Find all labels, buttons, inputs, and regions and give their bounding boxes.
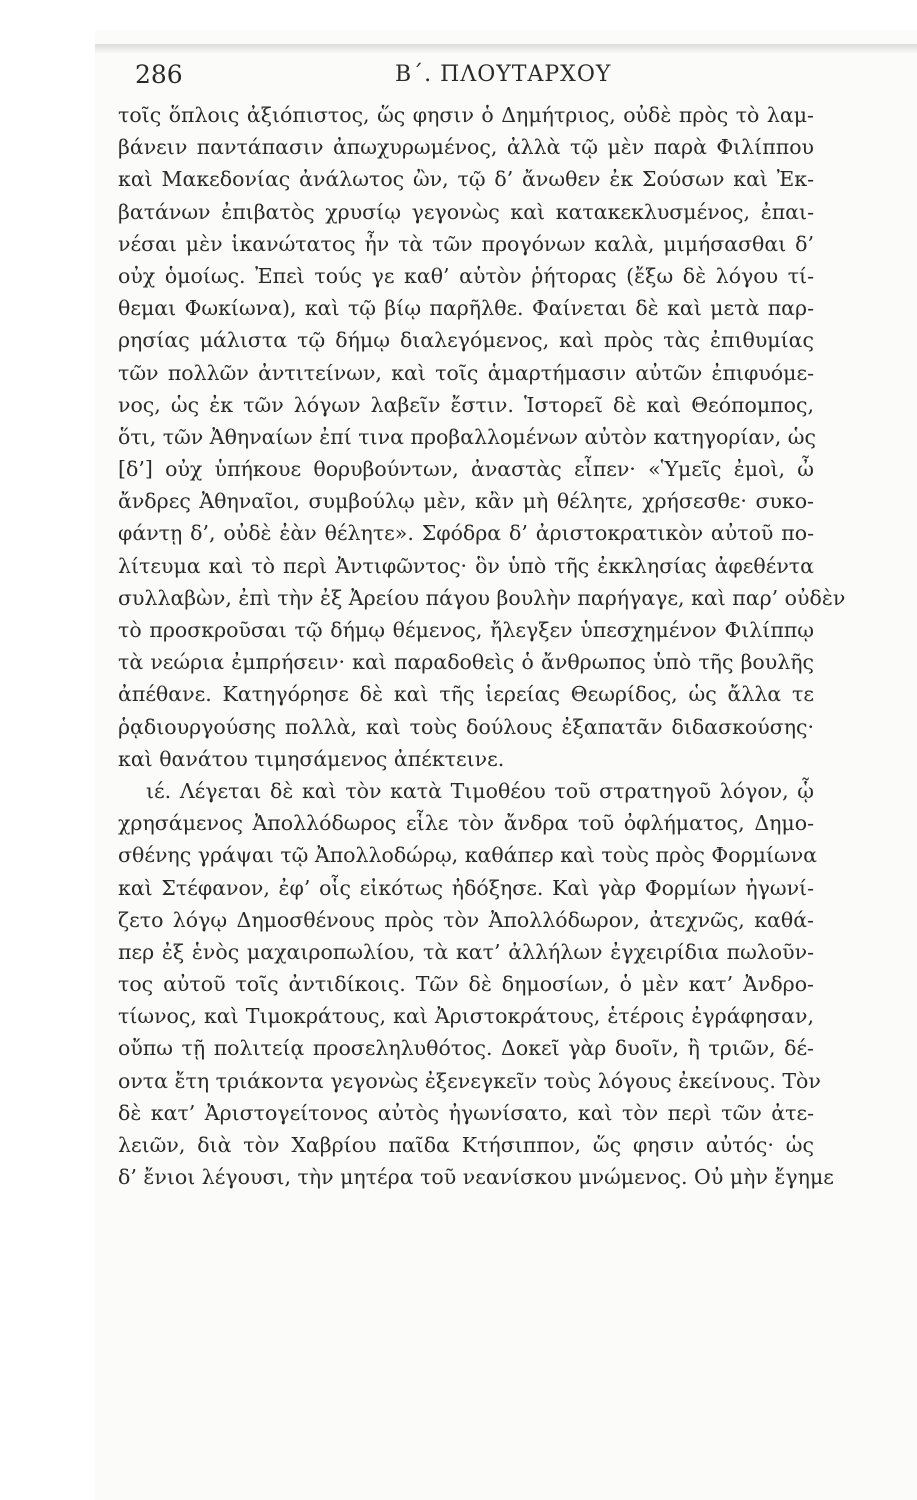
text-line: τοῖς ὅπλοις ἀξιόπιστος, ὥς φησιν ὁ Δημήτριος, οὐδὲ πρὸς τὸ λαμ-: [118, 103, 814, 127]
text-line: λειῶν, διὰ τὸν Χαβρίου παῖδα Κτήσιππον, ὥς φησιν αὐτός· ὡς: [118, 1133, 814, 1157]
body-text: [118, 99, 846, 1193]
text-line: τος αὐτοῦ τοῖς ἀντιδίκοις. Τῶν δὲ δημοσίων, ὁ μὲν κατ’ Ἀνδρο-: [118, 972, 814, 997]
text-line: οντα ἔτη τριάκοντα γεγονὼς ἐξενεγκεῖν τοὺς λόγους ἐκείνους. Τὸν: [118, 1068, 821, 1093]
text-line: λίτευμα καὶ τὸ περὶ Ἀντιφῶντος· ὃν ὑπὸ τῆς ἐκκλησίας ἀφεθέντα: [118, 553, 814, 578]
text-line: δ’ ἔνιοι λέγουσι, τὴν μητέρα τοῦ νεανίσκου μνώμενος. Οὐ μὴν ἔγημε: [118, 1165, 834, 1190]
text-line: χρησάμενος Ἀπολλόδωρος εἷλε τὸν ἄνδρα τοῦ ὀφλήματος, Δημο-: [118, 811, 814, 836]
text-line: βάνειν παντάπασιν ἀπωχυρωμένος, ἀλλὰ τῷ μὲν παρὰ Φιλίππου: [118, 135, 814, 160]
page-top-shadow: [95, 44, 917, 54]
text-line: καὶ Στέφανον, ἐφ’ οἷς εἰκότως ἠδόξησε. Καὶ γὰρ Φορμίων ἠγωνί-: [118, 875, 814, 900]
text-line: οὔπω τῇ πολιτείᾳ προσεληλυθότος. Δοκεῖ γὰρ δυοῖν, ἢ τριῶν, δέ-: [118, 1036, 814, 1061]
text-line: καὶ Μακεδονίας ἀνάλωτος ὢν, τῷ δ’ ἄνωθεν ἐκ Σούσων καὶ Ἐκ-: [118, 167, 814, 192]
text-line: φάντῃ δ’, οὐδὲ ἐὰν θέλητε». Σφόδρα δ’ ἀριστοκρατικὸν αὐτοῦ πο-: [118, 521, 814, 546]
text-line: ῥᾳδιουργούσης πολλὰ, καὶ τοὺς δούλους ἐξαπατᾶν διδασκούσης·: [118, 714, 814, 739]
text-line: τὰ νεώρια ἐμπρήσειν· καὶ παραδοθεὶς ὁ ἄνθρωπος ὑπὸ τῆς βουλῆς: [118, 650, 814, 675]
text-line: σθένης γράψαι τῷ Ἀπολλοδώρῳ, καθάπερ καὶ τοὺς πρὸς Φορμίωνα: [118, 843, 818, 868]
paragraph-end-line: καὶ θανάτου τιμησάμενος ἀπέκτεινε.: [118, 746, 505, 771]
page-number: 286: [135, 60, 183, 89]
text-line: περ ἐξ ἑνὸς μαχαιροπωλίου, τὰ κατ’ ἀλλήλων ἐγχειρίδια πωλοῦν-: [118, 939, 814, 964]
text-line: θεμαι Φωκίωνα), καὶ τῷ βίῳ παρῆλθε. Φαίνεται δὲ καὶ μετὰ παρ-: [118, 296, 814, 321]
text-line: τῶν πολλῶν ἀντιτείνων, καὶ τοῖς ἁμαρτήμασιν αὐτῶν ἐπιφυόμε-: [118, 360, 814, 385]
page-header: [135, 60, 810, 94]
text-line: βατάνων ἐπιβατὸς χρυσίῳ γεγονὼς καὶ κατακεκλυσμένος, ἐπαι-: [118, 199, 814, 224]
text-line: τίωνος, καὶ Τιμοκράτους, καὶ Ἀριστοκράτους, ἑτέροις ἐγράφησαν,: [118, 1004, 814, 1029]
text-line: [δ’] οὐχ ὑπήκουε θορυβούντων, ἀναστὰς εἶπεν· «Ὑμεῖς ἐμοὶ, ὦ: [118, 457, 814, 482]
running-head: Β΄. ΠΛΟΥΤΑΡΧΟΥ: [395, 62, 612, 87]
text-line: συλλαβὼν, ἐπὶ τὴν ἐξ Ἀρείου πάγου βουλὴν παρήγαγε, καὶ παρ’ οὐδὲν: [118, 585, 846, 610]
text-line: τὸ προσκροῦσαι τῷ δήμῳ θέμενος, ἤλεγξεν ὑπεσχημένον Φιλίππῳ: [118, 618, 814, 642]
text-line: οὐχ ὁμοίως. Ἐπεὶ τούς γε καθ’ αὑτὸν ῥήτορας (ἔξω δὲ λόγου τί-: [118, 263, 814, 288]
text-line: νος, ὡς ἐκ τῶν λόγων λαβεῖν ἔστιν. Ἱστορεῖ δὲ καὶ Θεόπομπος,: [118, 392, 814, 417]
text-line: ρησίας μάλιστα τῷ δήμῳ διαλεγόμενος, καὶ πρὸς τὰς ἐπιθυμίας: [118, 328, 814, 353]
section-start-line: ιέ. Λέγεται δὲ καὶ τὸν κατὰ Τιμοθέου τοῦ στρατηγοῦ λόγον, ᾧ: [146, 778, 814, 803]
text-line: ὅτι, τῶν Ἀθηναίων ἐπί τινα προβαλλομένων αὐτὸν κατηγορίαν, ὡς: [118, 424, 816, 449]
text-line: ἀπέθανε. Κατηγόρησε δὲ καὶ τῆς ἱερείας Θεωρίδος, ὡς ἄλλα τε: [118, 682, 814, 707]
text-line: νέσαι μὲν ἱκανώτατος ἦν τὰ τῶν προγόνων καλὰ, μιμήσασθαι δ’: [118, 231, 814, 256]
text-line: ζετο λόγῳ Δημοσθένους πρὸς τὸν Ἀπολλόδωρον, ἀτεχνῶς, καθά-: [118, 907, 814, 932]
text-line: ἄνδρες Ἀθηναῖοι, συμβούλῳ μὲν, κἂν μὴ θέλητε, χρήσεσθε· συκο-: [118, 489, 814, 514]
text-line: δὲ κατ’ Ἀριστογείτονος αὐτὸς ἠγωνίσατο, καὶ τὸν περὶ τῶν ἀτε-: [118, 1100, 814, 1125]
